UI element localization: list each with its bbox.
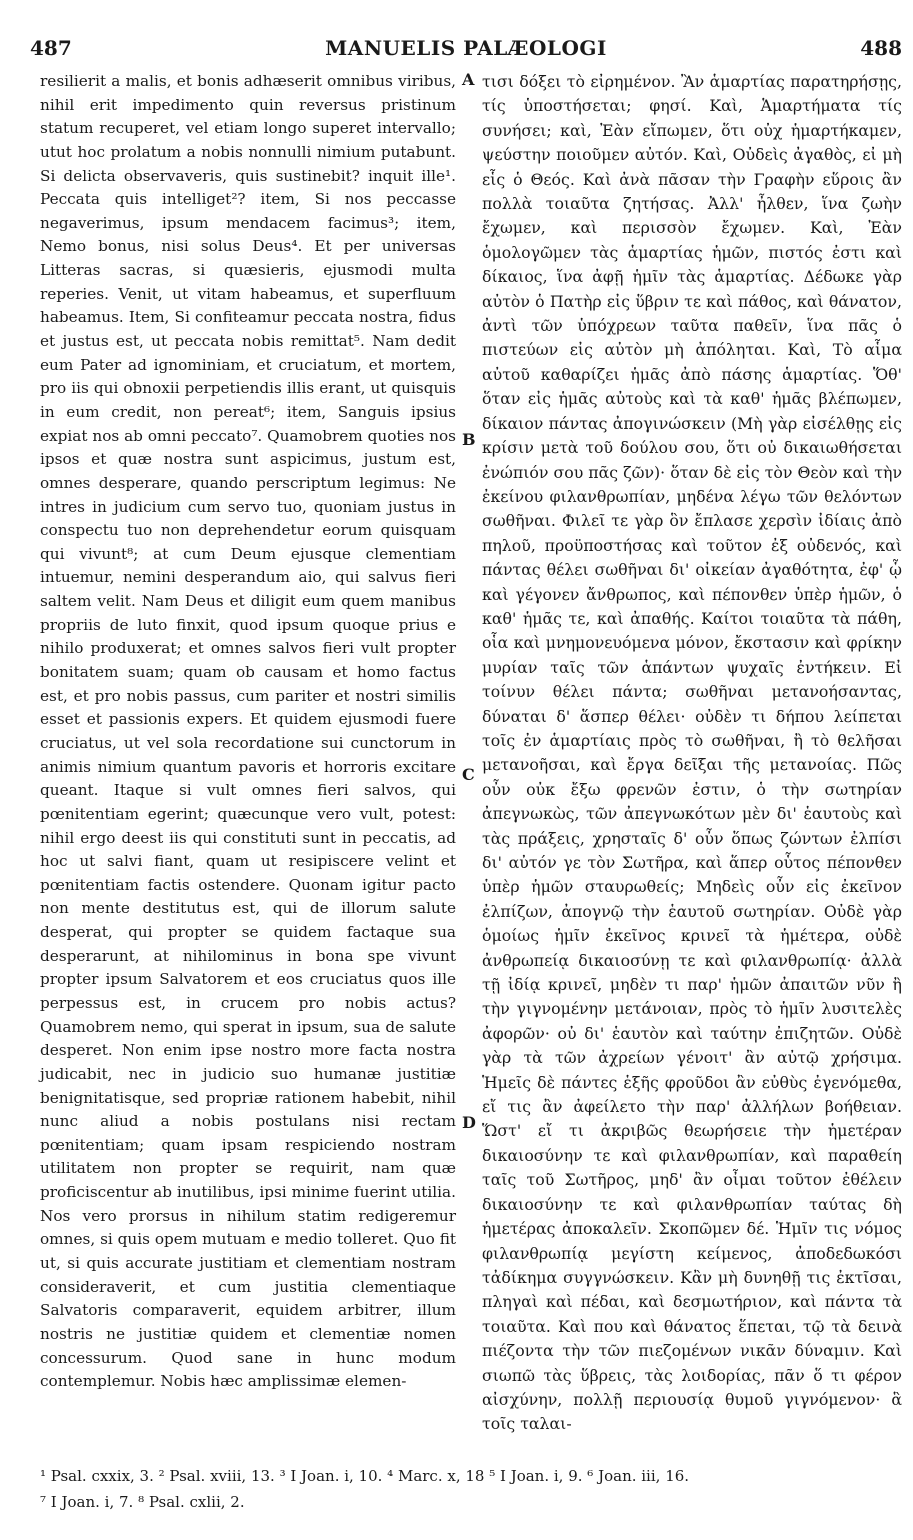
footnotes [40,1463,910,1515]
page-number-left: 487 [30,36,72,60]
section-marker-a: A [462,70,475,89]
greek-text: τισι δόξει τὸ εἰρημένον. Ἂν ἁμαρτίας παρατηρήσῃς, τίς ὑποστήσεται; φησί. Καὶ, Ἁμαρτήματα τίς συνήσει; καὶ, Ἐὰν εἴπωμεν, ὅτι οὐχ ἡμαρτήκαμεν, ψεύστην ποιοῦμεν αὐτόν. Καὶ, Οὐδεὶς ἀγαθὸς, εἰ μὴ εἷς ὁ Θεός. Καὶ ἀνὰ πᾶσαν τὴν Γραφὴν εὕροις ἂν πολλὰ τοιαῦτα ζητήσας. Ἀλλ' ἦλθεν, ἵνα ζωὴν ἔχωμεν, καὶ περισσὸν ἔχωμεν. Καὶ, Ἐὰν ὁμολογῶμεν τὰς ἁμαρτίας ἡμῶν, πιστός ἐστι καὶ δίκαιος, ἵνα ἀφῇ ἡμῖν τὰς ἁμαρτίας. Δέδωκε γὰρ αὐτὸν ὁ Πατὴρ εἰς ὕβριν τε καὶ πάθος, καὶ θάνατον, ἀντὶ τῶν ὑπόχρεων ταῦτα παθεῖν, ἵνα πᾶς ὁ πιστεύων εἰς αὐτὸν μὴ ἀπόληται. Καὶ, Τὸ αἷμα αὐτοῦ καθαρίζει ἡμᾶς ἀπὸ πάσης ἁμαρτίας. Ὅθ' ὅταν εἰς ἡμᾶς αὐτοὺς καὶ τὰ καθ' ἡμᾶς βλέπωμεν, δίκαιον πάντας ἀπογινώσκειν (Μὴ γὰρ εἰσέλθῃς εἰς κρίσιν μετὰ τοῦ δούλου σου, ὅτι οὐ δικαιωθήσεται ἐνώπιόν σου πᾶς ζῶν)· ὅταν δὲ εἰς τὸν Θεὸν καὶ τὴν ἐκείνου φιλανθρωπίαν, μηδένα λέγω τῶν θελόντων σωθῆναι. Φιλεῖ τε γὰρ ὃν ἔπλασε χερσὶν ἰδίαις ἀπὸ πηλοῦ, προϋποστήσας καὶ τοῦτον ἐξ οὐδενός, καὶ πάντας θέλει σωθῆναι δι' οἰκείαν ἀγαθότητα, ἐφ' ᾧ καὶ γέγονεν ἄνθρωπος, καὶ πέπονθεν ὑπὲρ ἡμῶν, ὁ καθ' ἡμᾶς τε, καὶ ἀπαθής. Καίτοι τοιαῦτα τὰ πάθη, οἷα καὶ μνημονευόμενα μόνον, ἔκστασιν καὶ φρίκην μυρίαν ταῖς τῶν ἁπάντων ψυχαῖς ἐντήκειν. Εἰ τοίνυν θέλει πάντα; σωθῆναι μετανοήσαντας, δύναται δ' ἅσπερ θέλει· οὐδὲν τι δήπου λείπεται τοῖς ἐν ἁμαρτίαις πρὸς τὸ σωθῆναι, ἢ τὸ θελῆσαι μετανοῆσαι, καὶ ἔργα δεῖξαι τῆς μετανοίας. Πῶς οὖν οὐκ ἔξω φρενῶν ἐστιν, ὁ τὴν σωτηρίαν ἀπεγνωκὼς, τῶν ἀπεγνωκότων μὲν δι' ἑαυτοὺς καὶ τὰς πράξεις, χρησταῖς δ' οὖν ὅπως ζώντων ἐλπίσι δι' αὐτόν γε τὸν Σωτῆρα, καὶ ἅπερ οὗτος πέπονθεν ὑπὲρ ἡμῶν σταυρωθείς; Μηδεὶς οὖν εἰς ἐκεῖνον ἐλπίζων, ἀπογνῷ τὴν ἑαυτοῦ σωτηρίαν. Οὐδὲ γὰρ ὁμοίως ἡμῖν ἐκεῖνος κρινεῖ τὰ ἡμέτερα, οὐδὲ ἀνθρωπείᾳ δικαιοσύνῃ τε καὶ φιλανθρωπίᾳ· ἀλλὰ τῇ ἰδίᾳ κρινεῖ, μηδὲν τι παρ' ἡμῶν ἀπαιτῶν νῦν ἢ τὴν γιγνομένην μετάνοιαν, πρὸς τὸ ἡμῖν λυσιτελὲς ἀφορῶν· οὐ δι' ἑαυτὸν καὶ ταύτην ἐπιζητῶν. Οὐδὲ γὰρ τὰ τῶν ἀχρείων γένοιτ' ἂν αὐτῷ χρήσιμα. Ἡμεῖς δὲ πάντες ἑξῆς φροῦδοι ἂν εὐθὺς ἐγενόμεθα, εἴ τις ἂν ἀφείλετο τὴν παρ' ἀλλήλων βοήθειαν. Ὥστ' εἴ τι ἀκριβῶς θεωρήσειε τὴν ἡμετέραν δικαιοσύνην τε καὶ φιλανθρωπίαν, καὶ παραθείη ταῖς τοῦ Σωτῆρος, μηδ' ἂν οἶμαι τοῦτον ἐθέλειν δικαιοσύνην τε καὶ φιλανθρωπίαν ταύτας δὴ ἡμετέρας ἀποκαλεῖν. Σκοπῶμεν δέ. Ἡμῖν τις νόμος φιλανθρωπίᾳ μεγίστη κείμενος, ἀποδεδωκόσι τἀδίκημα συγγνώσκειν. Κἂν μὴ δυνηθῇ τις ἐκτῖσαι, πληγαὶ καὶ πέδαι, καὶ δεσμωτήριον, καὶ πάντα τὰ τοιαῦτα. Καὶ που καὶ θάνατος ἕπεται, τῷ τὰ δεινὰ πιέζοντα τὴν τῶν πιεζομένων νικᾶν δύναμιν. Καὶ σιωπῶ τὰς ὕβρεις, τὰς λοιδορίας, πᾶν ὅ τι φέρον αἰσχύνην, πολλῇ περιουσίᾳ θυμοῦ γιγνόμενον· ἃ τοῖς ταλαι- [482,72,903,1434]
running-header [30,32,902,62]
page-title: MANUELIS PALÆOLOGI [325,36,607,60]
footnote-line-2: ⁷ I Joan. i, 7. ⁸ Psal. cxlii, 2. [40,1493,245,1511]
latin-column [40,70,456,1394]
greek-column [482,70,902,1437]
section-marker-c: C [462,765,475,784]
latin-text: resilierit a malis, et bonis adhæserit omnibus viribus, nihil erit impedimento quin reversus pristinum statum recuperet, vel etiam longo superet intervallo; utut hoc prolatum a nobis nonnulli nimium putabunt. Si delicta observaveris, quis sustinebit? inquit ille¹. Peccata quis intelliget²? item, Si nos peccasse negaverimus, ipsum mendacem facimus³; item, Nemo bonus, nisi solus Deus⁴. Et per universas Litteras sacras, si quæsieris, ejusmodi multa reperies. Venit, ut vitam habeamus, et superfluum habeamus. Item, Si confiteamur peccata nostra, fidus et justus est, ut peccata nobis remittat⁵. Nam dedit eum Pater ad ignominiam, et cruciatum, et mortem, pro iis qui obnoxii perpetiendis illis erant, ut quisquis in eum credit, non pereat⁶; item, Sanguis ipsius expiat nos ab omni peccato⁷. Quamobrem quoties nos ipsos et quæ nostra sunt aspicimus, justum est, omnes desperare, quando perscriptum legimus: Ne intres in judicium cum servo tuo, quoniam justus in conspectu tuo non deprehendetur eorum quisquam qui vivunt⁸; at cum Deum ejusque clementiam intuemur, nemini desperandum aio, qui salvus fieri saltem velit. Nam Deus et diligit eum quem manibus propriis de luto finxit, quod ipsum quoque prius e nihilo produxerat; et omnes salvos fieri vult propter bonitatem suam; quam ob causam et homo factus est, et pro nobis passus, cum pariter et nostri similis esset et passionis expers. Et quidem ejusmodi fuere cruciatus, ut vel sola recordatione sui cunctorum in animis nimium quantum pavoris et horroris excitare queant. Itaque si vult omnes fieri salvos, qui pœnitentiam egerint; quæcunque vero vult, potest: nihil ergo deest iis qui constituti sunt in peccatis, ad hoc ut salvi fiant, quam ut resipiscere velint et pœnitentiam factis ostendere. Quonam igitur pacto non mente destitutus est, qui de illorum salute desperat, qui propter se quidem factaque sua desperarunt, at nihilominus in bona spe vivunt propter ipsum Salvatorem et eos cruciatus quos ille perpessus est, in crucem pro nobis actus? Quamobrem nemo, qui sperat in ipsum, sua de salute desperet. Non enim ipse nostro more facta nostra judicabit, nec in judicio suo humanæ justitiæ benignitatisque, sed propriæ rationem habebit, nihil nunc aliud a nobis postulans nisi rectam pœnitentiam; quam ipsam respiciendo nostram utilitatem non propter se requirit, nam quæ proficiscentur ab inutilibus, ipsi minime fuerint utilia. Nos vero prorsus in nihilum statim redigeremur omnes, si quis opem mutuam e medio tolleret. Quo fit ut, si quis accurate justitiam et clementiam nostram consideraverit, et cum justitia clementiaque Salvatoris comparaverit, equidem arbitrer, illum nostris ne justitiæ quidem et clementiæ nomen concessurum. Quod sane in hunc modum contemplemur. Nobis hæc amplissimæ elemen- [40,72,456,1391]
footnote-line-1: ¹ Psal. cxxix, 3. ² Psal. xviii, 13. ³ I Joan. i, 10. ⁴ Marc. x, 18 ⁵ I Joan. i, 9. ⁶ Joan. iii, 16. [40,1467,690,1485]
section-marker-b: B [462,430,476,449]
page-number-right: 488 [860,36,902,60]
section-marker-d: D [462,1113,476,1132]
